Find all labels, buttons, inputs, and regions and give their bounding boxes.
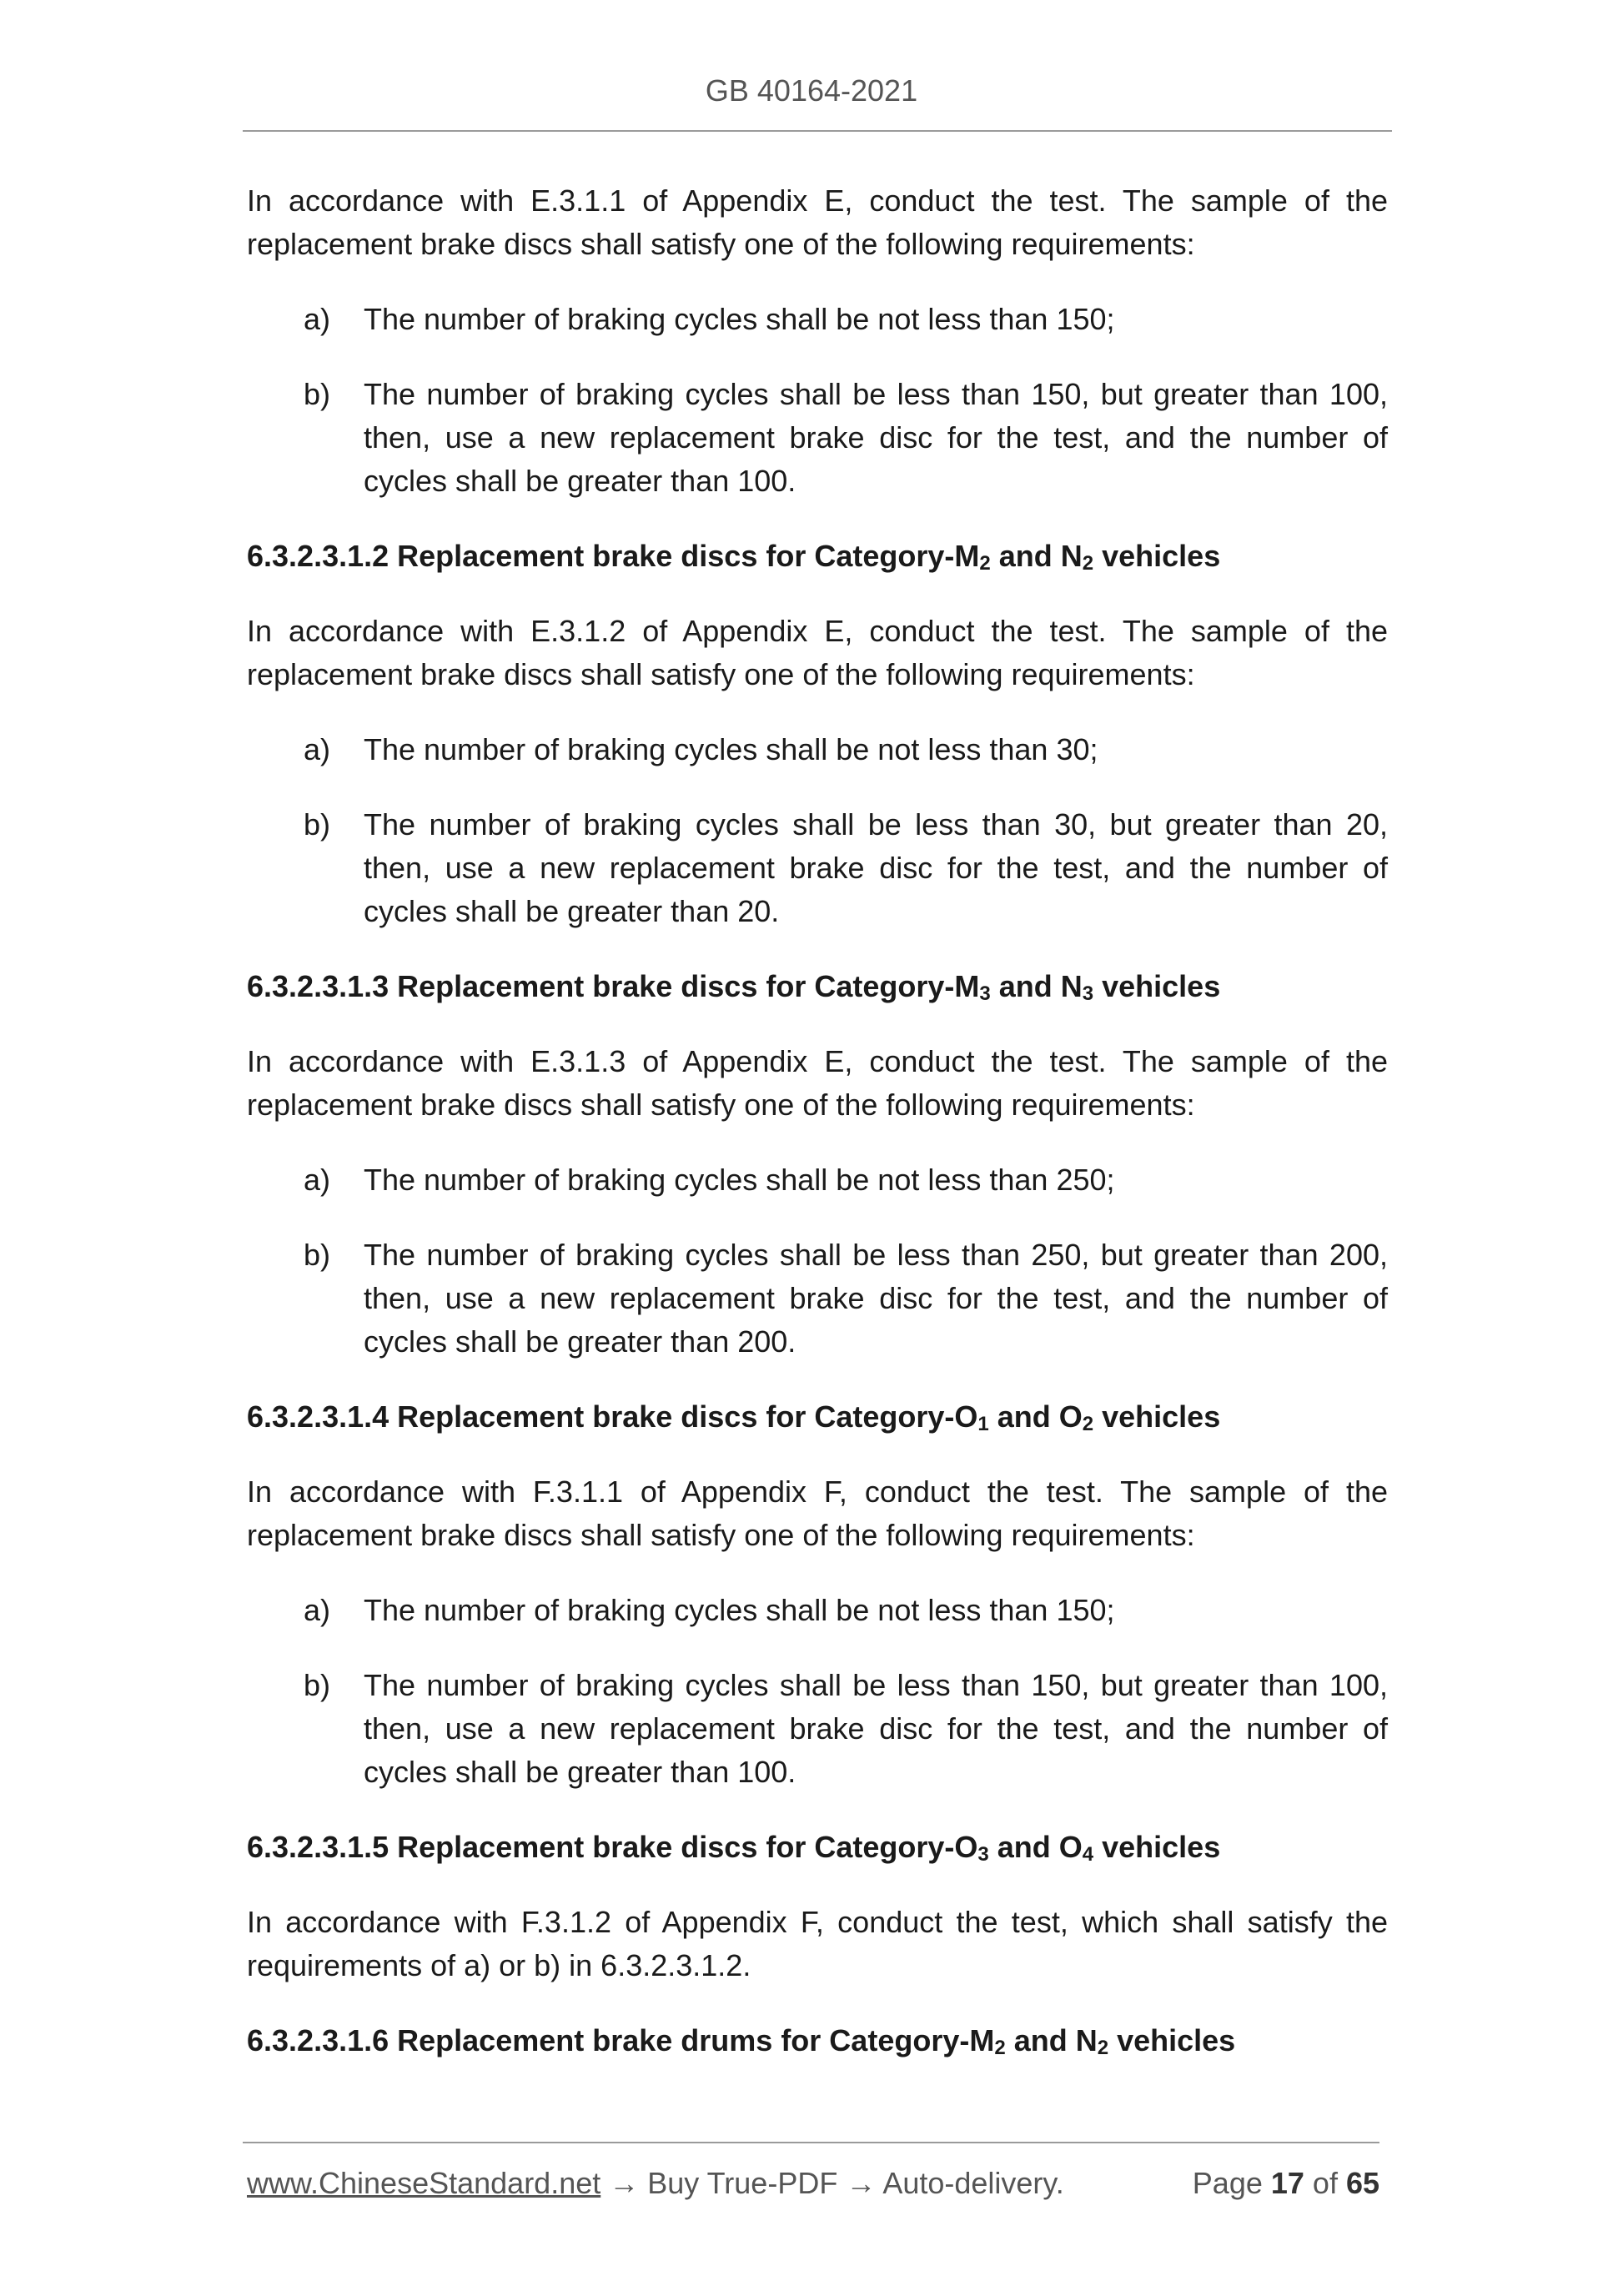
heading-text: 6.3.2.3.1.6 Replacement brake drums for Category-M (247, 2023, 995, 2057)
page-number: 17 (1270, 2166, 1304, 2200)
subscript: 3 (1082, 982, 1094, 1005)
list-marker: a) (304, 1163, 331, 1197)
list-item-text: The number of braking cycles shall be less than 30, but greater than 20, then, use a new replacement brake disc for the test, and the number of cycles shall be greater than 20. (364, 807, 1388, 928)
section-heading-6-3-2-3-1-4 (247, 1395, 1388, 1439)
list-item (247, 1589, 1388, 1632)
subscript: 3 (977, 1843, 989, 1866)
heading-text: 6.3.2.3.1.5 Replacement brake discs for Category-O (247, 1830, 978, 1864)
paragraph: In accordance with E.3.1.1 of Appendix E, conduct the test. The sample of the replacement brake discs shall satisfy one of the following requirements: (247, 183, 1388, 261)
of-label: of (1304, 2166, 1346, 2200)
heading-text: vehicles (1093, 969, 1221, 1003)
section-heading-6-3-2-3-1-5 (247, 1826, 1388, 1869)
document-header-title: GB 40164-2021 (705, 73, 918, 108)
subscript: 2 (994, 2037, 1006, 2059)
page-label: Page (1192, 2166, 1271, 2200)
list-item (247, 1233, 1388, 1364)
subscript: 1 (977, 1413, 989, 1435)
heading-text: and O (988, 1830, 1083, 1864)
list-item (247, 803, 1388, 933)
paragraph: In accordance with E.3.1.2 of Appendix E, conduct the test. The sample of the replacement brake discs shall satisfy one of the following requirements: (247, 614, 1388, 691)
subscript: 3 (979, 982, 991, 1005)
list-marker: b) (304, 377, 331, 411)
footer-divider (243, 2142, 1379, 2143)
paragraph: In accordance with F.3.1.2 of Appendix F, conduct the test, which shall satisfy the requirements of a) or b) in 6.3.2.3.1.2. (247, 1905, 1388, 1982)
subscript: 4 (1082, 1843, 1094, 1866)
list-item (247, 1158, 1388, 1202)
section-heading-6-3-2-3-1-3 (247, 965, 1388, 1008)
total-pages: 65 (1345, 2166, 1379, 2200)
heading-text: 6.3.2.3.1.3 Replacement brake discs for Category-M (247, 969, 980, 1003)
list-marker: b) (304, 807, 331, 842)
list-marker: b) (304, 1238, 331, 1272)
page-footer (247, 2162, 1379, 2205)
list-marker: b) (304, 1668, 331, 1702)
heading-text: 6.3.2.3.1.2 Replacement brake discs for Category-M (247, 539, 980, 573)
list-item-text: The number of braking cycles shall be not less than 150; (364, 1593, 1115, 1627)
website-link[interactable]: www.ChineseStandard.net (247, 2166, 601, 2200)
list-marker: a) (304, 1593, 331, 1627)
heading-text: and O (988, 1399, 1083, 1434)
list-item (247, 373, 1388, 503)
heading-text: and N (990, 969, 1083, 1003)
list-item-text: The number of braking cycles shall be not less than 150; (364, 302, 1115, 336)
footer-tagline: → Buy True-PDF → Auto-delivery. (600, 2166, 1064, 2200)
list-item (247, 1664, 1388, 1794)
list-item-text: The number of braking cycles shall be not less than 250; (364, 1163, 1115, 1197)
list-item-text: The number of braking cycles shall be less than 250, but greater than 200, then, use a new replacement brake disc for the test, and the number of cycles shall be greater than 200. (364, 1238, 1388, 1359)
heading-text: vehicles (1093, 1830, 1221, 1864)
list-item-text: The number of braking cycles shall be not less than 30; (364, 732, 1098, 766)
subscript: 2 (1082, 1413, 1094, 1435)
subscript: 2 (1082, 552, 1094, 575)
paragraph: In accordance with F.3.1.1 of Appendix F, conduct the test. The sample of the replacement brake discs shall satisfy one of the following requirements: (247, 1475, 1388, 1552)
document-body (247, 179, 1388, 2094)
heading-text: 6.3.2.3.1.4 Replacement brake discs for Category-O (247, 1399, 978, 1434)
list-item (247, 298, 1388, 341)
header-divider (243, 130, 1392, 132)
section-heading-6-3-2-3-1-6 (247, 2019, 1388, 2062)
subscript: 2 (1097, 2037, 1109, 2059)
subscript: 2 (979, 552, 991, 575)
list-item-text: The number of braking cycles shall be less than 150, but greater than 100, then, use a new replacement brake disc for the test, and the number of cycles shall be greater than 100. (364, 1668, 1388, 1789)
heading-text: and N (1005, 2023, 1098, 2057)
heading-text: vehicles (1093, 539, 1221, 573)
list-item-text: The number of braking cycles shall be less than 150, but greater than 100, then, use a new replacement brake disc for the test, and the number of cycles shall be greater than 100. (364, 377, 1388, 498)
list-marker: a) (304, 302, 331, 336)
heading-text: and N (990, 539, 1083, 573)
section-heading-6-3-2-3-1-2 (247, 535, 1388, 578)
paragraph: In accordance with E.3.1.3 of Appendix E, conduct the test. The sample of the replacement brake discs shall satisfy one of the following requirements: (247, 1044, 1388, 1122)
list-marker: a) (304, 732, 331, 766)
page-indicator (1193, 2162, 1379, 2205)
list-item (247, 728, 1388, 771)
heading-text: vehicles (1108, 2023, 1236, 2057)
heading-text: vehicles (1093, 1399, 1221, 1434)
